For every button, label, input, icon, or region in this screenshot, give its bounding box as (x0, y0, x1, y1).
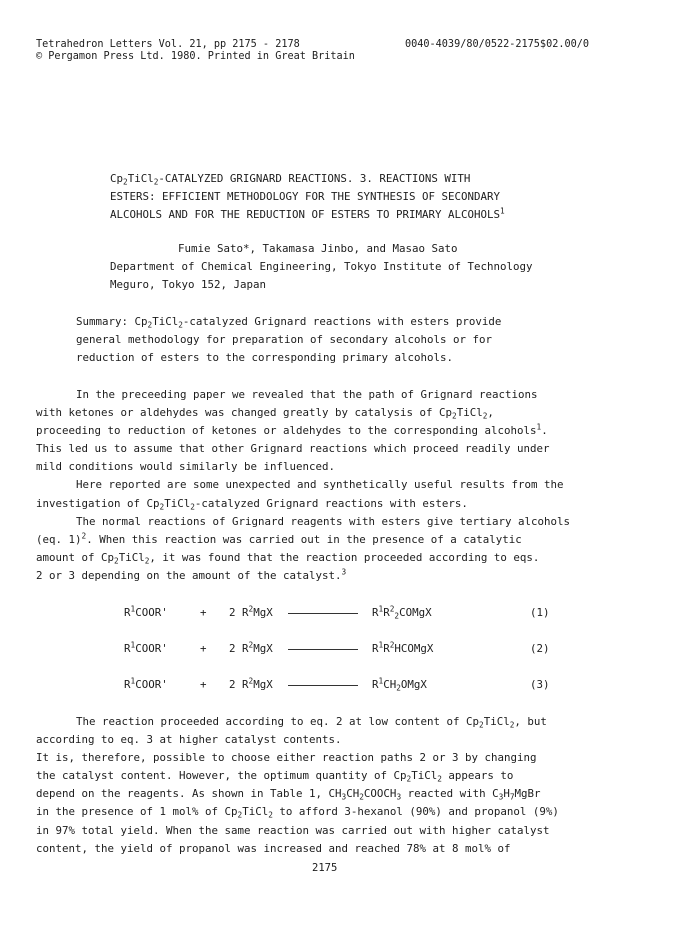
article-title-line-1: $Cp_2TiCl_2$-CATALYZED GRIGNARD REACTIONS. 3. REACTIONS WITH (110, 172, 471, 187)
body-line: (eq. 1)$^2$. When this reaction was carried out in the presence of a catalytic (36, 531, 522, 546)
body-line: In the preceeding paper we revealed that the path of Grignard reactions (76, 388, 538, 401)
eq-reactant-grignard: 2 $R^2MgX$ (229, 640, 273, 655)
author-names: Fumie Sato*, Takamasa Jinbo, and Masao Sato (178, 242, 458, 255)
article-code: 0040-4039/80/0522-2175$02.00/0 (405, 39, 590, 50)
eq-number: (1) (530, 606, 550, 619)
eq-product: $R^1R^2HCOMgX$ (372, 640, 434, 655)
body-line: It is, therefore, possible to choose either reaction paths 2 or 3 by changing (36, 751, 537, 765)
body-line: This led us to assume that other Grignard reactions which proceed readily under (36, 442, 550, 456)
eq-reactant-ester: $R^1COOR'$ (124, 676, 168, 691)
equation-1 (0, 606, 676, 624)
body-line: 2 or 3 depending on the amount of the catalyst.$^3$ (36, 567, 347, 582)
eq-reactant-grignard: 2 $R^2MgX$ (229, 604, 273, 619)
body-line: in the presence of 1 mol% of $Cp_2TiCl_2$ to afford 3-hexanol (90%) and propanol (9%) (36, 805, 559, 820)
body-line: amount of $Cp_2TiCl_2$, it was found that the reaction proceeded according to eqs. (36, 550, 540, 566)
author-affiliation-2: Meguro, Tokyo 152, Japan (110, 278, 267, 291)
eq-plus: + (200, 606, 207, 619)
body-line: in 97% total yield. When the same reaction was carried out with higher catalyst (36, 823, 550, 837)
body-text-bottom (36, 713, 559, 858)
summary-line-3: reduction of esters to the corresponding primary alcohols. (76, 351, 454, 364)
reaction-arrow (288, 685, 358, 686)
body-line: mild conditions would similarly be influenced. (36, 460, 336, 474)
eq-product: $R^1CH_2OMgX$ (372, 676, 427, 693)
body-line: proceeding to reduction of ketones or aldehydes to the corresponding alcohols$^1$. (36, 422, 548, 438)
eq-plus: + (200, 642, 207, 655)
article-title-line-3: ALCOHOLS AND FOR THE REDUCTION OF ESTERS TO PRIMARY ALCOHOLS$^1$ (110, 206, 505, 221)
body-text-top (36, 386, 570, 585)
body-line: content, the yield of propanol was increased and reached 78% at 8 mol% of (36, 841, 511, 855)
equation-2 (0, 642, 676, 660)
reaction-arrow (288, 613, 358, 614)
copyright-line: © Pergamon Press Ltd. 1980. Printed in Great Britain (36, 51, 355, 62)
reaction-arrow (288, 649, 358, 650)
body-line: The reaction proceeded according to eq. 2 at low content of $Cp_2TiCl_2$, but (76, 715, 547, 730)
eq-plus: + (200, 678, 207, 691)
body-line: The normal reactions of Grignard reagents with esters give tertiary alcohols (76, 514, 571, 528)
body-line: the catalyst content. However, the optimum quantity of $Cp_2TiCl_2$ appears to (36, 769, 514, 784)
author-affiliation-1: Department of Chemical Engineering, Tokyo Institute of Technology (110, 260, 533, 273)
body-line: investigation of $Cp_2TiCl_2$-catalyzed Grignard reactions with esters. (36, 496, 468, 512)
summary-line-1: Summary: $Cp_2TiCl_2$-catalyzed Grignard reactions with esters provide (76, 315, 502, 330)
journal-citation: Tetrahedron Letters Vol. 21, pp 2175 - 2178 (36, 39, 300, 50)
eq-reactant-ester: $R^1COOR'$ (124, 604, 168, 619)
body-line: according to eq. 3 at higher catalyst contents. (36, 733, 342, 747)
equation-3 (0, 678, 676, 696)
body-line: Here reported are some unexpected and synthetically useful results from the (76, 478, 564, 492)
summary-line-2: general methodology for preparation of secondary alcohols or for (76, 333, 493, 346)
article-title-line-2: ESTERS: EFFICIENT METHODOLOGY FOR THE SYNTHESIS OF SECONDARY (110, 190, 501, 203)
eq-reactant-grignard: 2 $R^2MgX$ (229, 676, 273, 691)
body-line: with ketones or aldehydes was changed greatly by catalysis of $Cp_2TiCl_2$, (36, 406, 494, 421)
body-line: depend on the reagents. As shown in Table 1, $CH_3CH_2COOCH_3$ reacted with $C_3H_7MgBr$ (36, 787, 541, 802)
eq-reactant-ester: $R^1COOR'$ (124, 640, 168, 655)
eq-product: $R^1R^2_2COMgX$ (372, 604, 432, 621)
page-number: 2175 (312, 862, 338, 874)
eq-number: (3) (530, 678, 550, 691)
eq-number: (2) (530, 642, 550, 655)
